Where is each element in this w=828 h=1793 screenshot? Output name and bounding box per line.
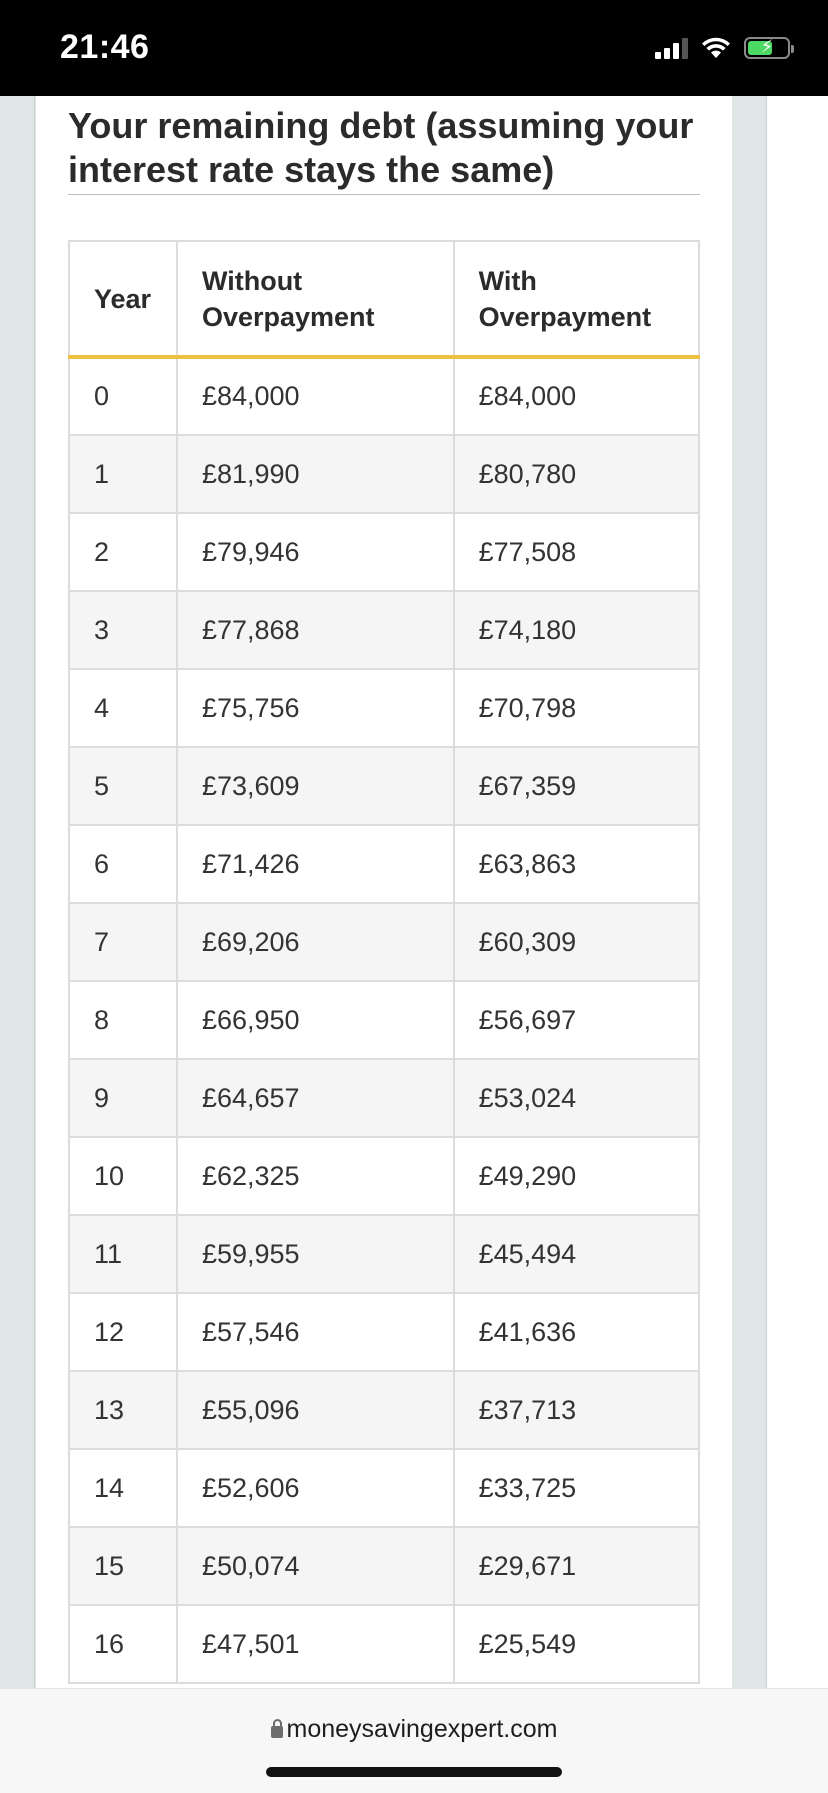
lock-icon bbox=[271, 1726, 283, 1738]
cell-without-overpayment: £66,950 bbox=[177, 981, 454, 1059]
table-row bbox=[69, 1059, 699, 1137]
cell-without-overpayment: £75,756 bbox=[177, 669, 454, 747]
cell-with-overpayment: £67,359 bbox=[454, 747, 699, 825]
browser-toolbar bbox=[0, 1688, 828, 1793]
table-row bbox=[69, 669, 699, 747]
cell-with-overpayment: £77,508 bbox=[454, 513, 699, 591]
header-with-overpayment: With Overpayment bbox=[454, 241, 699, 357]
cell-with-overpayment: £84,000 bbox=[454, 357, 699, 435]
cell-year: 12 bbox=[69, 1293, 177, 1371]
cell-without-overpayment: £69,206 bbox=[177, 903, 454, 981]
header-without-overpayment: Without Overpayment bbox=[177, 241, 454, 357]
table-row bbox=[69, 591, 699, 669]
cellular-signal-icon bbox=[655, 37, 688, 59]
table-row bbox=[69, 357, 699, 435]
cell-without-overpayment: £77,868 bbox=[177, 591, 454, 669]
cell-with-overpayment: £60,309 bbox=[454, 903, 699, 981]
cell-year: 16 bbox=[69, 1605, 177, 1683]
cell-year: 15 bbox=[69, 1527, 177, 1605]
table-row bbox=[69, 825, 699, 903]
cell-year: 9 bbox=[69, 1059, 177, 1137]
table-header-row bbox=[69, 241, 699, 357]
cell-year: 7 bbox=[69, 903, 177, 981]
cell-year: 0 bbox=[69, 357, 177, 435]
cell-without-overpayment: £62,325 bbox=[177, 1137, 454, 1215]
cell-without-overpayment: £71,426 bbox=[177, 825, 454, 903]
cell-without-overpayment: £64,657 bbox=[177, 1059, 454, 1137]
wifi-icon bbox=[700, 36, 732, 60]
cell-year: 13 bbox=[69, 1371, 177, 1449]
cell-without-overpayment: £59,955 bbox=[177, 1215, 454, 1293]
cell-year: 14 bbox=[69, 1449, 177, 1527]
cell-without-overpayment: £79,946 bbox=[177, 513, 454, 591]
cell-with-overpayment: £41,636 bbox=[454, 1293, 699, 1371]
table-row bbox=[69, 903, 699, 981]
table-row bbox=[69, 1449, 699, 1527]
table-row bbox=[69, 981, 699, 1059]
header-year: Year bbox=[69, 241, 177, 357]
cell-year: 5 bbox=[69, 747, 177, 825]
cell-without-overpayment: £57,546 bbox=[177, 1293, 454, 1371]
section-heading: Your remaining debt (assuming your interest rate stays the same) bbox=[68, 104, 700, 195]
status-time: 21:46 bbox=[60, 28, 150, 66]
cell-year: 8 bbox=[69, 981, 177, 1059]
home-indicator[interactable] bbox=[266, 1767, 562, 1777]
right-gutter bbox=[732, 96, 766, 1688]
cell-with-overpayment: £37,713 bbox=[454, 1371, 699, 1449]
cell-with-overpayment: £25,549 bbox=[454, 1605, 699, 1683]
remaining-debt-table bbox=[68, 240, 700, 1684]
table-row bbox=[69, 1215, 699, 1293]
cell-with-overpayment: £56,697 bbox=[454, 981, 699, 1059]
right-margin bbox=[767, 96, 828, 1688]
cell-with-overpayment: £74,180 bbox=[454, 591, 699, 669]
cell-with-overpayment: £63,863 bbox=[454, 825, 699, 903]
cell-without-overpayment: £50,074 bbox=[177, 1527, 454, 1605]
cell-with-overpayment: £33,725 bbox=[454, 1449, 699, 1527]
status-icons bbox=[655, 36, 790, 60]
cell-year: 6 bbox=[69, 825, 177, 903]
cell-without-overpayment: £47,501 bbox=[177, 1605, 454, 1683]
table-row bbox=[69, 1371, 699, 1449]
table-row bbox=[69, 747, 699, 825]
cell-with-overpayment: £70,798 bbox=[454, 669, 699, 747]
cell-with-overpayment: £45,494 bbox=[454, 1215, 699, 1293]
cell-without-overpayment: £81,990 bbox=[177, 435, 454, 513]
table-row bbox=[69, 1293, 699, 1371]
status-bar bbox=[0, 0, 828, 96]
battery-charging-icon: ⚡ bbox=[744, 37, 790, 59]
cell-with-overpayment: £49,290 bbox=[454, 1137, 699, 1215]
cell-without-overpayment: £84,000 bbox=[177, 357, 454, 435]
url-text: moneysavingexpert.com bbox=[286, 1715, 558, 1743]
table-row bbox=[69, 513, 699, 591]
cell-year: 2 bbox=[69, 513, 177, 591]
cell-year: 3 bbox=[69, 591, 177, 669]
cell-year: 1 bbox=[69, 435, 177, 513]
cell-without-overpayment: £55,096 bbox=[177, 1371, 454, 1449]
table-body bbox=[69, 357, 699, 1683]
url-bar[interactable] bbox=[0, 1715, 828, 1744]
cell-year: 10 bbox=[69, 1137, 177, 1215]
cell-with-overpayment: £80,780 bbox=[454, 435, 699, 513]
cell-without-overpayment: £73,609 bbox=[177, 747, 454, 825]
cell-without-overpayment: £52,606 bbox=[177, 1449, 454, 1527]
table-row bbox=[69, 435, 699, 513]
table-row bbox=[69, 1527, 699, 1605]
cell-with-overpayment: £29,671 bbox=[454, 1527, 699, 1605]
left-rail bbox=[34, 96, 35, 1688]
cell-year: 4 bbox=[69, 669, 177, 747]
table-row bbox=[69, 1605, 699, 1683]
table-row bbox=[69, 1137, 699, 1215]
cell-year: 11 bbox=[69, 1215, 177, 1293]
cell-with-overpayment: £53,024 bbox=[454, 1059, 699, 1137]
